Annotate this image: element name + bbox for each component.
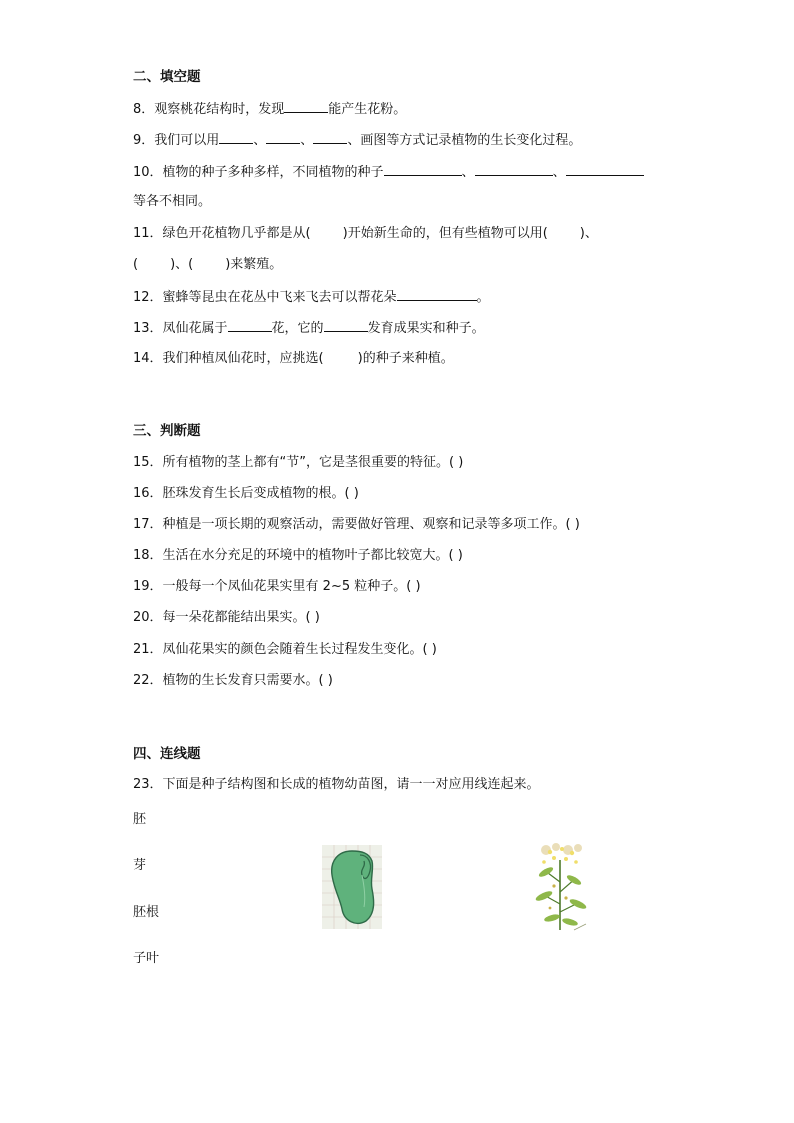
question-21: 21．凤仙花果实的颜色会随着生长过程发生变化。( ) bbox=[133, 642, 437, 657]
answer-blank[interactable] bbox=[475, 162, 553, 176]
section-heading-matching: 四、连线题 bbox=[133, 746, 201, 762]
section-heading-fill-blank: 二、填空题 bbox=[133, 69, 201, 85]
question-23: 23．下面是种子结构图和长成的植物幼苗图，请一一对应用线连起来。 bbox=[133, 777, 540, 792]
label-embryo[interactable]: 胚 bbox=[133, 812, 147, 827]
answer-blank[interactable] bbox=[228, 318, 272, 332]
answer-blank[interactable] bbox=[397, 287, 477, 301]
question-11-continued: ( )、( )来繁殖。 bbox=[133, 257, 283, 272]
section-heading-true-false: 三、判断题 bbox=[133, 423, 201, 439]
question-9: 9．我们可以用 、 、 、画图等方式记录植物的生长变化过程。 bbox=[133, 130, 581, 150]
question-10-continued: 等各不相同。 bbox=[133, 194, 212, 209]
label-radicle[interactable]: 胚根 bbox=[133, 905, 160, 920]
answer-blank[interactable] bbox=[219, 130, 253, 144]
question-10: 10．植物的种子多种多样，不同植物的种子 、 、 bbox=[133, 162, 644, 182]
question-12: 12．蜜蜂等昆虫在花丛中飞来飞去可以帮花朵 。 bbox=[133, 287, 490, 307]
seed-structure-image[interactable] bbox=[322, 845, 382, 929]
question-14: 14．我们种植凤仙花时，应挑选( )的种子来种植。 bbox=[133, 351, 454, 366]
question-16: 16．胚珠发育生长后变成植物的根。( ) bbox=[133, 486, 359, 501]
question-11: 11．绿色开花植物几乎都是从( )开始新生命的，但有些植物可以用( )、 bbox=[133, 226, 598, 241]
question-8: 8．观察桃花结构时，发现 能产生花粉。 bbox=[133, 99, 406, 119]
question-22: 22．植物的生长发育只需要水。( ) bbox=[133, 673, 333, 688]
answer-blank[interactable] bbox=[284, 99, 328, 113]
plant-seedling-image[interactable] bbox=[524, 842, 596, 934]
question-15: 15．所有植物的茎上都有“节”，它是茎很重要的特征。( ) bbox=[133, 455, 464, 470]
question-18: 18．生活在水分充足的环境中的植物叶子都比较宽大。( ) bbox=[133, 548, 463, 563]
label-bud[interactable]: 芽 bbox=[133, 858, 147, 873]
answer-blank[interactable] bbox=[324, 318, 368, 332]
answer-blank[interactable] bbox=[566, 162, 644, 176]
question-19: 19．一般每一个凤仙花果实里有 2~5 粒种子。( ) bbox=[133, 579, 421, 594]
question-20: 20．每一朵花都能结出果实。( ) bbox=[133, 610, 320, 625]
label-cotyledon[interactable]: 子叶 bbox=[133, 951, 160, 966]
answer-blank[interactable] bbox=[384, 162, 462, 176]
answer-blank[interactable] bbox=[266, 130, 300, 144]
answer-blank[interactable] bbox=[313, 130, 347, 144]
question-17: 17．种植是一项长期的观察活动，需要做好管理、观察和记录等多项工作。( ) bbox=[133, 517, 580, 532]
question-13: 13．凤仙花属于 花，它的 发育成果实和种子。 bbox=[133, 318, 485, 338]
